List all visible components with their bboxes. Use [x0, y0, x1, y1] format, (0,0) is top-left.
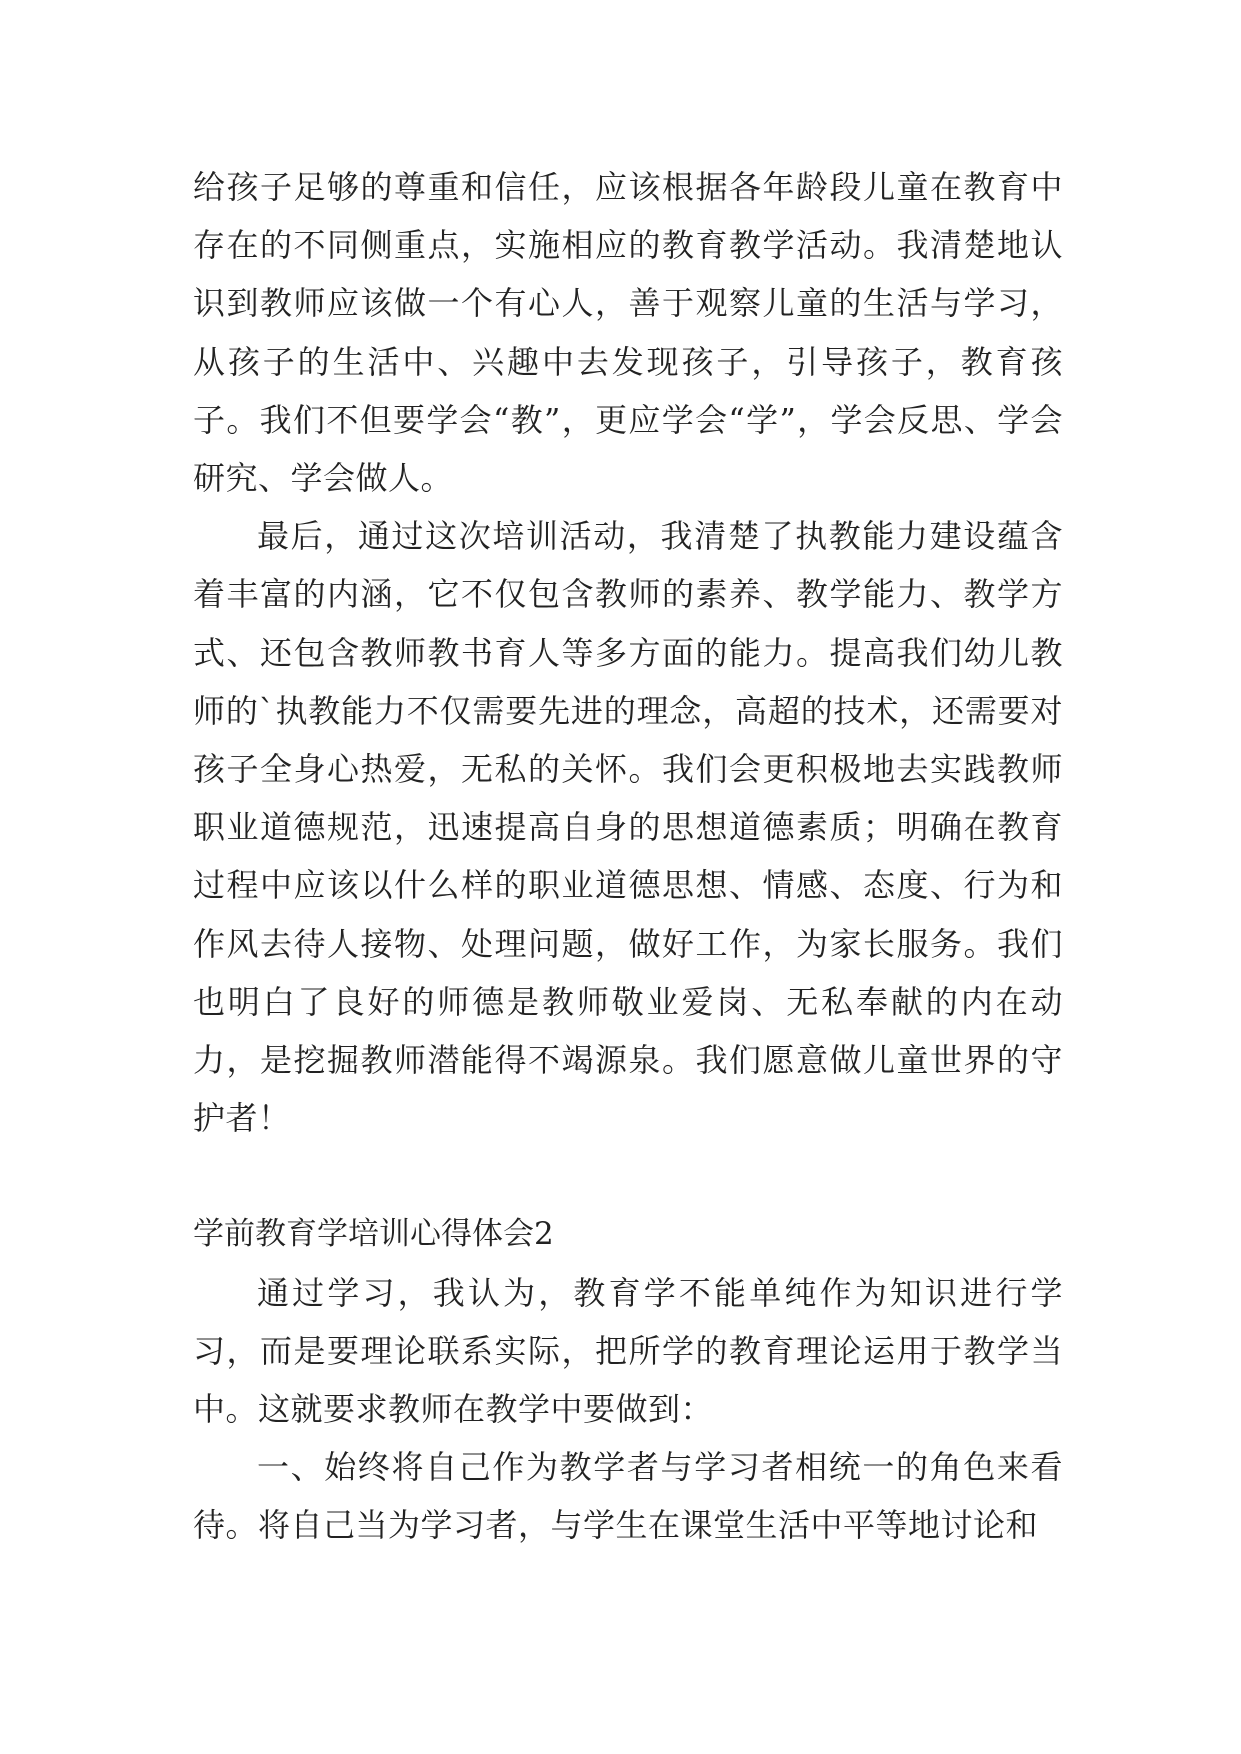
document-page — [193, 158, 1063, 1555]
paragraph-point-one: 一、始终将自己作为教学者与学习者相统一的角色来看待。将自己当为学习者，与学生在课堂生活中平等地讨论和 — [193, 1448, 1063, 1545]
section-heading: 学前教育学培训心得体会2 — [193, 1216, 554, 1253]
paragraph-continued: 给孩子足够的尊重和信任，应该根据各年龄段儿童在教育中存在的不同侧重点，实施相应的教育教学活动。我清楚地认识到教师应该做一个有心人，善于观察儿童的生活与学习，从孩子的生活中、兴趣中去发现孩子，引导孩子，教育孩子。我们不但要学会“教”，更应学会“学”，学会反思、学会研究、学会做人。 — [193, 168, 1063, 498]
paragraph-conclusion: 最后，通过这次培训活动，我清楚了执教能力建设蕴含着丰富的内涵，它不仅包含教师的素养、教学能力、教学方式、还包含教师教书育人等多方面的能力。提高我们幼儿教师的`执教能力不仅需要先进的理念，高超的技术，还需要对孩子全身心热爱，无私的关怀。我们会更积极地去实践教师职业道德规范，迅速提高自身的思想道德素质；明确在教育过程中应该以什么样的职业道德思想、情感、态度、行为和作风去待人接物、处理问题，做好工作，为家长服务。我们也明白了良好的师德是教师敬业爱岗、无私奉献的内在动力，是挖掘教师潜能得不竭源泉。我们愿意做儿童世界的守护者！ — [193, 517, 1063, 1138]
paragraph-intro: 通过学习，我认为，教育学不能单纯作为知识进行学习，而是要理论联系实际，把所学的教育理论运用于教学当中。这就要求教师在教学中要做到： — [193, 1273, 1063, 1429]
section-spacer — [193, 1147, 1063, 1205]
